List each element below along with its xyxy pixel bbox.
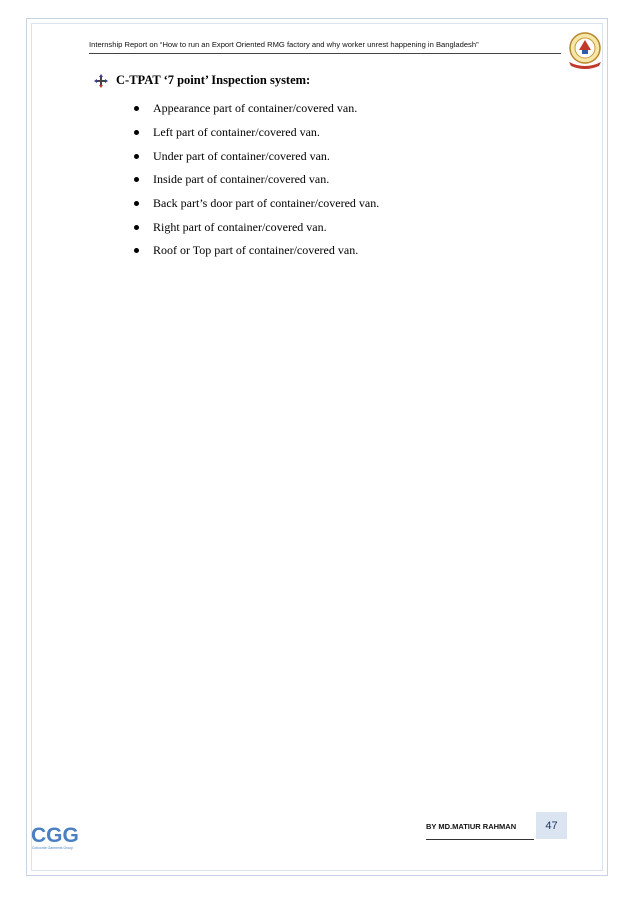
bullet-dot-icon — [134, 201, 139, 206]
list-item — [134, 192, 379, 216]
bullet-dot-icon — [134, 130, 139, 135]
university-crest-icon — [563, 28, 607, 72]
footer-author: BY MD.MATIUR RAHMAN — [426, 822, 517, 831]
list-item — [134, 97, 379, 121]
bullet-dot-icon — [134, 225, 139, 230]
company-logo-subtext: Concorde Garments Group — [32, 846, 73, 850]
four-arrows-bullet-icon — [94, 74, 108, 88]
list-item-text: Appearance part of container/covered van. — [153, 101, 358, 116]
list-item-text: Back part’s door part of container/covered van. — [153, 196, 380, 211]
footer-rule — [426, 839, 534, 840]
list-item-text: Inside part of container/covered van. — [153, 172, 330, 187]
list-item — [134, 144, 379, 168]
bullet-dot-icon — [134, 154, 139, 159]
bullet-dot-icon — [134, 248, 139, 253]
list-item-text: Right part of container/covered van. — [153, 219, 327, 234]
header-rule — [89, 53, 561, 54]
list-item-text: Left part of container/covered van. — [153, 125, 320, 140]
section-heading — [94, 73, 310, 88]
inspection-points-list — [134, 97, 379, 263]
list-item-text: Under part of container/covered van. — [153, 148, 330, 163]
list-item — [134, 239, 379, 263]
cgg-logo-icon — [30, 820, 80, 852]
running-header: Internship Report on “How to run an Export Oriented RMG factory and why worker unrest happening in Bangladesh” — [89, 40, 479, 49]
bullet-dot-icon — [134, 106, 139, 111]
list-item-text: Roof or Top part of container/covered van. — [153, 243, 359, 258]
page-number: 47 — [536, 812, 567, 839]
list-item — [134, 215, 379, 239]
section-heading-text: C-TPAT ‘7 point’ Inspection system: — [116, 73, 311, 87]
bullet-dot-icon — [134, 177, 139, 182]
list-item — [134, 121, 379, 145]
list-item — [134, 168, 379, 192]
company-logo-text: CGG — [31, 824, 79, 847]
